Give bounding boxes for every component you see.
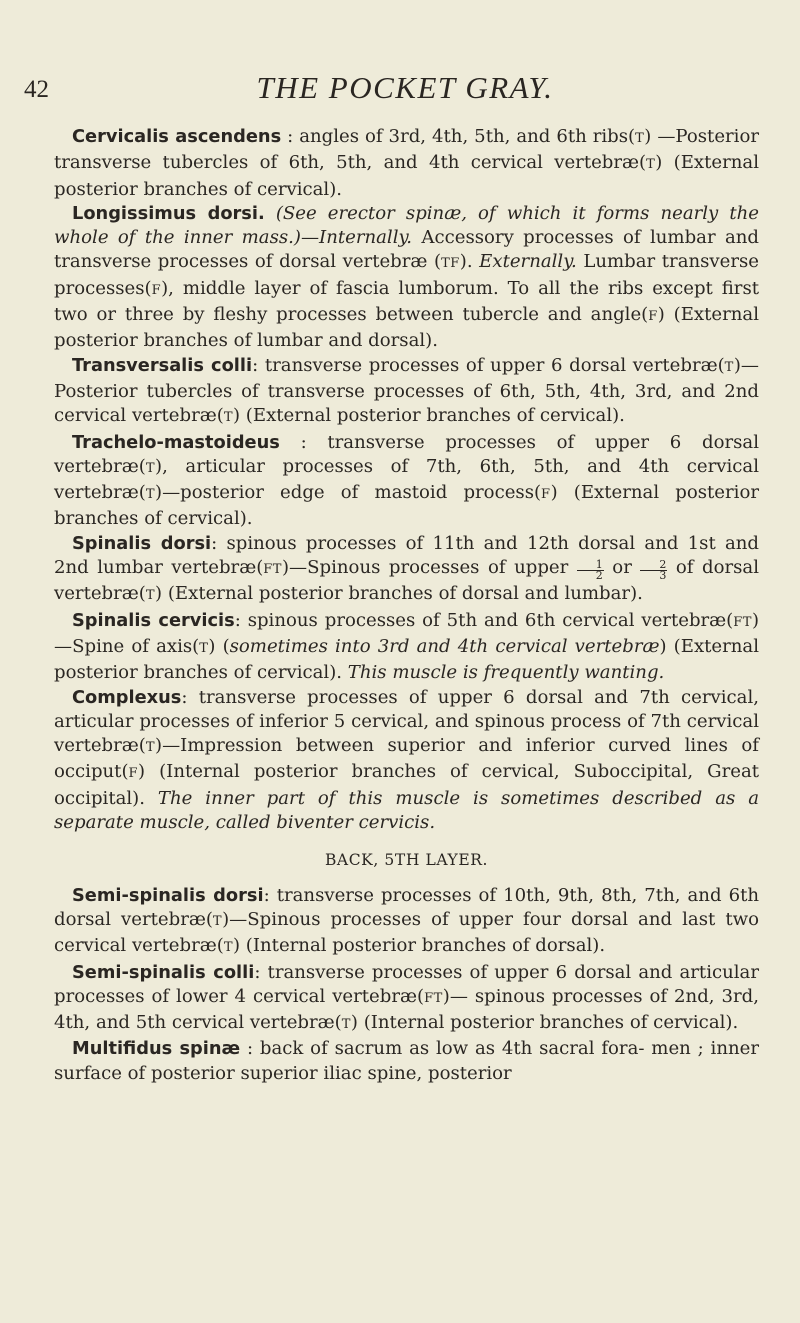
entry-note: The inner part of this muscle is sometimes described as a separate muscle, called biventer cervicis. xyxy=(54,787,759,834)
fixed-mark: F xyxy=(128,766,139,782)
entry-text: )— spinous processes of 2nd, 3rd, 4th, and 5th cervical vertebræ( xyxy=(54,985,760,1034)
entry-text: : angles of 3rd, 4th, 5th, and 6th ribs( xyxy=(281,126,636,147)
entry-text: ) (External posterior branches of dorsal and lumbar). xyxy=(155,583,643,605)
entry-text: ), articular processes of 7th, 6th, 5th, and 4th cervical vertebræ( xyxy=(54,455,759,504)
entry-text: : transverse processes of upper 6 dorsal and articular processes of lower 4 cervical vertebræ( xyxy=(54,961,759,1007)
entry-text: )—Spinous processes of upper four dorsal and last two cervical vertebræ( xyxy=(54,908,759,957)
entry-text: ) ( xyxy=(208,635,230,657)
entry-text: of dorsal vertebræ( xyxy=(54,557,759,605)
entry-text: ) (Internal posterior branches of cervical). xyxy=(350,1012,739,1034)
fraction-numerator: 1 xyxy=(577,560,604,571)
section-heading: BACK, 5TH LAYER. xyxy=(324,851,489,870)
body-text xyxy=(54,125,759,1086)
entry-text: )—Posterior tubercles of transverse processes of 6th, 5th, 4th, 3rd, and 2nd cervical vertebræ( xyxy=(54,354,759,427)
muscle-term: Spinalis cervicis xyxy=(72,609,235,631)
muscle-term: Trachelo-mastoideus xyxy=(72,431,280,453)
entry-text: )—Spinous processes of upper xyxy=(281,557,577,579)
muscle-term: Semi-spinalis colli xyxy=(72,961,255,983)
entry-text: )—posterior edge of mastoid process( xyxy=(155,482,542,504)
entry-text: ). xyxy=(459,251,480,273)
entry-complexus xyxy=(54,686,759,836)
entry-text: : transverse processes of upper 6 dorsal vertebræ( xyxy=(54,431,759,477)
fixed-mark: T xyxy=(212,913,223,929)
entry-note: (See erector spinæ, of which it forms nearly the whole of the inner mass.) xyxy=(54,202,759,249)
fixed-mark: FT xyxy=(424,990,443,1006)
fraction-denominator: 3 xyxy=(659,569,667,583)
entry-text: ) (External posterior branches of cervical). xyxy=(233,405,625,427)
entry-cervicalis-ascendens xyxy=(54,125,759,202)
entry-text: ) (Internal posterior branches of cervical, Suboccipital, Great occipital). xyxy=(54,761,759,809)
entry-semi-spinalis-colli xyxy=(54,961,759,1038)
entry-transversalis-colli xyxy=(54,354,759,431)
fraction-numerator: 2 xyxy=(640,560,667,571)
fixed-mark: T xyxy=(724,359,734,375)
entry-text: : back of sacrum as low as 4th sacral fora- men ; inner surface of posterior superior iliac spine, posterior xyxy=(54,1038,759,1084)
entry-multifidus-spinae xyxy=(54,1037,759,1086)
entry-text: ) —Posterior transverse tubercles of 6th, 5th, and 4th cervical vertebræ( xyxy=(54,126,760,174)
fixed-mark: T xyxy=(145,740,156,756)
muscle-term: Semi-spinalis dorsi xyxy=(72,884,264,906)
fixed-mark: T xyxy=(145,487,156,503)
entry-text: ) (External posterior branches of cervical). xyxy=(54,152,759,200)
entry-longissimus-dorsi xyxy=(54,202,759,354)
fixed-mark: F xyxy=(151,282,162,298)
entry-text: : spinous processes of 11th and 12th dorsal and 1st and 2nd lumbar vertebræ( xyxy=(54,532,759,579)
fixed-mark: FT xyxy=(263,562,282,578)
fraction-two-thirds xyxy=(640,560,667,581)
entry-text: )—Spine of axis( xyxy=(54,609,760,657)
entry-text: ), middle layer of fascia lumborum. To all the ribs except first two or three by fleshy processes between tubercle and angle( xyxy=(54,277,759,326)
entry-text: Accessory processes of lumbar and transverse processes of dorsal vertebræ ( xyxy=(54,227,759,273)
entry-text: )—Impression between superior and inferior curved lines of occiput( xyxy=(54,735,759,783)
fraction-denominator: 2 xyxy=(595,569,603,583)
entry-trachelo-mastoideus xyxy=(54,431,759,532)
entry-text: ) (External posterior branches of lumbar and dorsal). xyxy=(54,304,759,352)
fixed-mark: T xyxy=(646,157,656,173)
entry-semi-spinalis-dorsi xyxy=(54,884,759,961)
fixed-mark: T xyxy=(223,940,233,956)
muscle-term: Longissimus dorsi. xyxy=(72,202,265,224)
entry-spinalis-cervicis xyxy=(54,609,759,686)
entry-text: : spinous processes of 5th and 6th cervical vertebræ( xyxy=(234,609,734,631)
fixed-mark: T xyxy=(145,460,156,476)
entry-text: — xyxy=(300,227,320,249)
muscle-term: Transversalis colli xyxy=(72,354,253,376)
fixed-mark: F xyxy=(648,309,658,325)
fixed-mark: FT xyxy=(733,614,752,630)
muscle-term: Multifidus spinæ xyxy=(72,1038,241,1060)
entry-text: : transverse processes of 10th, 9th, 8th, 7th, and 6th dorsal vertebræ( xyxy=(54,884,760,930)
muscle-term: Spinalis dorsi xyxy=(72,532,212,554)
fixed-mark: T xyxy=(199,640,209,656)
muscle-term: Complexus xyxy=(72,686,182,708)
entry-note: Externally. xyxy=(479,251,577,273)
entry-note: sometimes into 3rd and 4th cervical vertebræ xyxy=(229,635,660,657)
fraction-one-half xyxy=(577,560,604,581)
fixed-mark: T xyxy=(341,1017,351,1033)
fixed-mark: F xyxy=(541,487,551,503)
fixed-mark: T xyxy=(635,131,645,146)
fixed-mark: TF xyxy=(441,256,460,272)
muscle-term: Cervicalis ascendens xyxy=(72,126,282,147)
page-header xyxy=(0,68,800,108)
entry-text: ) (Internal posterior branches of dorsal). xyxy=(233,935,606,957)
page-number: 42 xyxy=(24,76,49,103)
entry-spinalis-dorsi xyxy=(54,532,759,609)
entry-text: ) (External posterior branches of cervical). xyxy=(54,482,759,530)
fixed-mark: T xyxy=(145,588,156,604)
entry-text: : transverse processes of upper 6 dorsal and 7th cervical, articular processes of inferior 5 cervical, and spinous process of 7th cervical vertebræ( xyxy=(54,686,759,757)
running-title: THE POCKET GRAY. xyxy=(256,70,554,105)
entry-text: Lumbar transverse processes( xyxy=(54,251,759,299)
entry-text: or xyxy=(603,557,641,579)
entry-note: This muscle is frequently wanting. xyxy=(347,662,665,684)
entry-text: : transverse processes of upper 6 dorsal vertebræ( xyxy=(252,354,725,376)
entry-text: ) (External posterior branches of cervical). xyxy=(54,635,760,684)
entry-note: Internally. xyxy=(319,227,413,249)
fixed-mark: T xyxy=(223,410,233,426)
